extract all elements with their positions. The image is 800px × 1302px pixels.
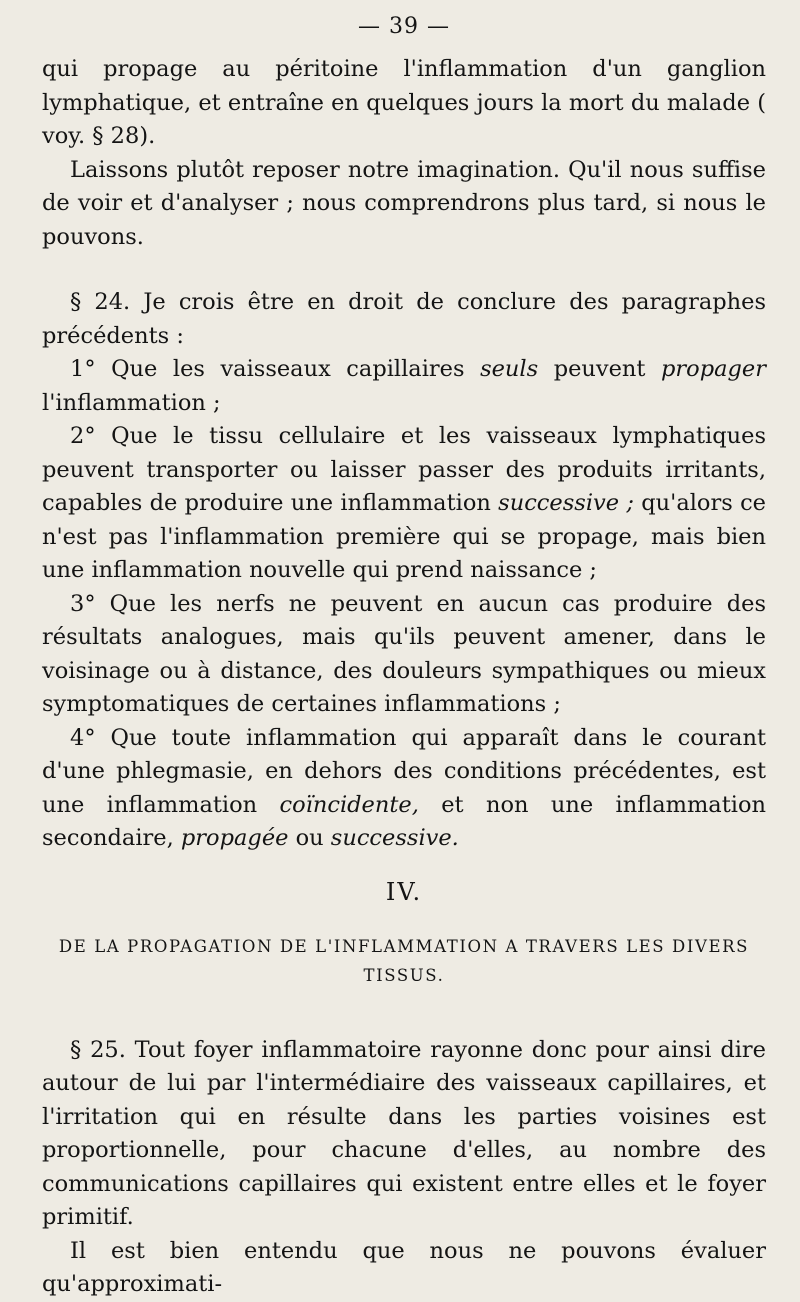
paragraph-continuation: qui propage au péritoine l'inflammation d'un ganglion lymphatique, et entraîne en quelques jours la mort du malade ( voy. § 28).	[42, 56, 766, 149]
section-24-item-2	[42, 420, 766, 588]
chapter-title: DE LA PROPAGATION DE L'INFLAMMATION A TRAVERS LES DIVERS TISSUS.	[58, 936, 750, 985]
section-24-item-4	[42, 722, 766, 856]
italic-run: propager	[661, 356, 766, 382]
text-run: et non une inflammation secondaire,	[42, 791, 766, 851]
text-run: ou	[288, 825, 331, 851]
italic-run: successive.	[330, 825, 459, 851]
chapter-number: IV.	[385, 877, 423, 906]
italic-run: successive ;	[498, 490, 634, 516]
text-run: 4° Que toute inflammation qui apparaît dans le courant d'une phlegmasie, en dehors des conditions précédentes, est une inflammation	[42, 724, 766, 818]
text-run: 1° Que les vaisseaux capillaires	[70, 356, 481, 382]
section-25: § 25. Tout foyer inflammatoire rayonne donc pour ainsi dire autour de lui par l'intermédiaire des vaisseaux capillaires, et l'irritation qui en résulte dans les parties voisines est proportionnelle, pour chacune d'elles, au nombre des communications capillaires qui existent entre elles et le foyer primitif.	[42, 1036, 766, 1230]
italic-run: seuls	[480, 356, 539, 382]
spacer	[42, 254, 766, 286]
spacer	[42, 990, 766, 1034]
text-run: qu'alors ce n'est pas l'inflammation première qui se propage, mais bien une inflammation nouvelle qui prend naissance ;	[42, 490, 767, 583]
paragraph-imagination: Laissons plutôt reposer notre imagination. Qu'il nous suffise de voir et d'analyser ; nous comprendrons plus tard, si nous le pouvons.	[42, 156, 766, 250]
text-run: peuvent	[538, 356, 661, 382]
page-number: — 39 —	[358, 14, 450, 39]
italic-run: propagée	[180, 825, 289, 851]
section-24-item-1	[42, 353, 766, 420]
italic-run: coïncidente,	[279, 791, 419, 818]
text-run: 2° Que le tissu cellulaire et les vaisseaux lymphatiques peuvent transporter ou laisser passer des produits irritants, capables de produire une inflammation	[42, 423, 766, 516]
paragraph-last-line: Il est bien entendu que nous ne pouvons évaluer qu'approximati-	[42, 1237, 766, 1297]
text-run: l'inflammation ;	[42, 389, 221, 416]
section-24-intro: § 24. Je crois être en droit de conclure des paragraphes précédents :	[42, 289, 766, 349]
section-24-item-3: 3° Que les nerfs ne peuvent en aucun cas produire des résultats analogues, mais qu'ils peuvent amener, dans le voisinage ou à distance, des douleurs sympathiques ou mieux symptomatiques de certaines inflammations ;	[42, 590, 766, 717]
